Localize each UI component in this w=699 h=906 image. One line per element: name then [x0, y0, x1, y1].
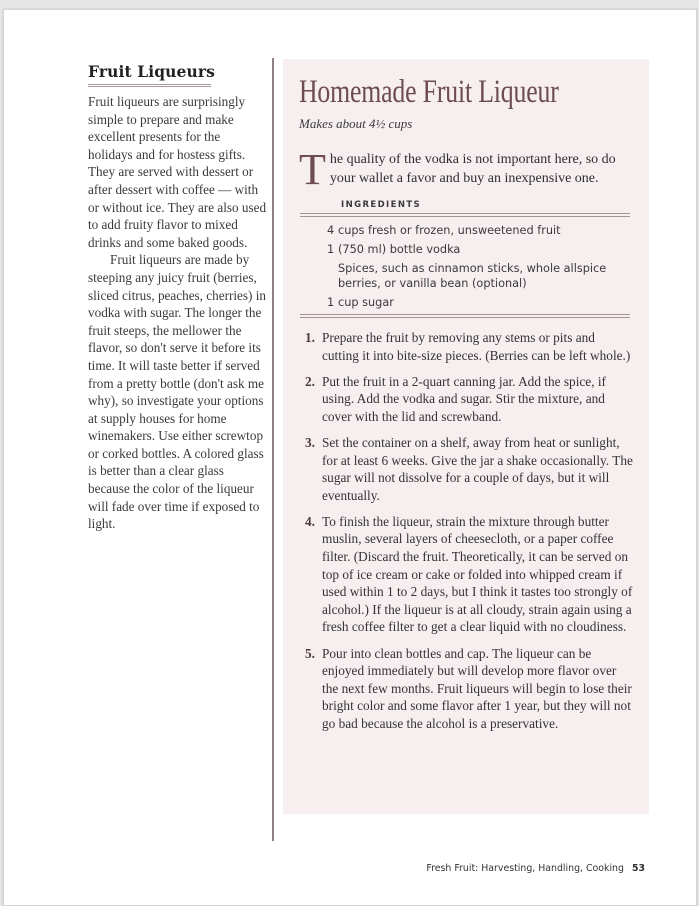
ingredient-item: [327, 295, 627, 310]
ingredient-text: cups fresh or frozen, unsweetened fruit: [338, 224, 561, 237]
ingredient-item: [327, 223, 627, 238]
running-title: Fresh Fruit: Harvesting, Handling, Cooking: [426, 863, 624, 874]
recipe-box: [283, 59, 649, 814]
recipe-step: [305, 645, 635, 733]
ingredient-text: (750 ml) bottle vodka: [338, 243, 461, 256]
step-text: Pour into clean bottles and cap. The liqueur can be enjoyed immediately but will develop more flavor over the next few months. Fruit liqueurs will begin to lose their bright color and some flavor after 1 year, but they will not go bad because the alcohol is a preservative.: [322, 645, 632, 731]
ingredients-heading: INGREDIENTS: [341, 200, 422, 210]
ingredient-qty: 1: [327, 243, 335, 256]
step-number: 5.: [305, 645, 315, 661]
step-text: Put the fruit in a 2-quart canning jar. Add the spice, if using. Add the vodka and sugar. Stir the mixture, and cover with the lid and screwband.: [322, 373, 606, 424]
book-page: [3, 9, 697, 906]
step-text: Set the container on a shelf, away from heat or sunlight, for at least 6 weeks. Give the jar a shake occasionally. The sugar will not dissolve for a couple of days, but it will eventually.: [322, 434, 633, 503]
column-divider: [272, 58, 274, 841]
sidebar-body: [88, 93, 268, 533]
drop-cap: T: [299, 145, 326, 194]
ingredient-qty: 1: [327, 296, 335, 309]
sidebar: [88, 62, 268, 533]
recipe-intro: [299, 145, 639, 194]
ingredient-qty: [327, 261, 338, 291]
step-text: To finish the liqueur, strain the mixture through butter muslin, several layers of cheesecloth, or a paper coffee filter. (Discard the fruit. Theoretically, it can be served on top of ice cream or cake or folded into whipped cream if used within 1 to 2 days, but I think it tastes too strongly of alcohol.) If the liqueur is at all cloudy, strain again using a fresh coffee filter to get a clear liquid with no cloudiness.: [322, 513, 633, 635]
step-number: 3.: [305, 434, 315, 450]
ingredient-item: [327, 261, 627, 291]
page-number: 53: [631, 863, 645, 874]
ingredients-list: [327, 223, 627, 314]
step-number: 4.: [305, 513, 315, 529]
ingredients-top-rule: [300, 213, 630, 217]
ingredient-text: Spices, such as cinnamon sticks, whole allspice berries, or vanilla bean (optional): [338, 262, 607, 290]
sidebar-title-rule: [88, 84, 211, 87]
sidebar-paragraph: Fruit liqueurs are made by steeping any juicy fruit (berries, sliced citrus, peaches, cherries) in vodka with sugar. The longer the fruit steeps, the mellower the flavor, so don't serve it before its time. It will taste better if served from a pretty bottle (don't ask me why), so investigate your options at supply houses for home winemakers. Use either screwtop or corked bottles. A colored glass is better than a clear glass because the color of the liqueur will fade over time if exposed to light.: [88, 252, 266, 532]
step-number: 1.: [305, 330, 315, 345]
step-number: 2.: [305, 373, 315, 389]
recipe-title: Homemade Fruit Liqueur: [299, 74, 559, 110]
intro-text: he quality of the vodka is not important here, so do your wallet a favor and buy an inexpensive one.: [329, 152, 616, 186]
ingredients-bottom-rule: [300, 314, 630, 318]
recipe-step: [305, 373, 635, 426]
sidebar-title: Fruit Liqueurs: [88, 62, 215, 81]
recipe-step: [305, 434, 635, 504]
step-text: Prepare the fruit by removing any stems or pits and cutting it into bite-size pieces. (Berries can be left whole.): [322, 330, 631, 363]
recipe-steps: [305, 329, 635, 741]
ingredient-item: [327, 242, 627, 257]
sidebar-paragraph: Fruit liqueurs are surprisingly simple to prepare and make excellent presents for the holidays and for hostess gifts. They are served with dessert or after dessert with coffee — with or without ice. They are also used to add fruity flavor to mixed drinks and some baked goods.: [88, 94, 267, 250]
recipe-step: [305, 329, 635, 364]
recipe-step: [305, 513, 635, 636]
ingredient-qty: 4: [327, 224, 335, 237]
ingredient-text: cup sugar: [338, 296, 394, 309]
recipe-yield: Makes about 4½ cups: [299, 116, 413, 131]
page-footer: [426, 863, 645, 874]
